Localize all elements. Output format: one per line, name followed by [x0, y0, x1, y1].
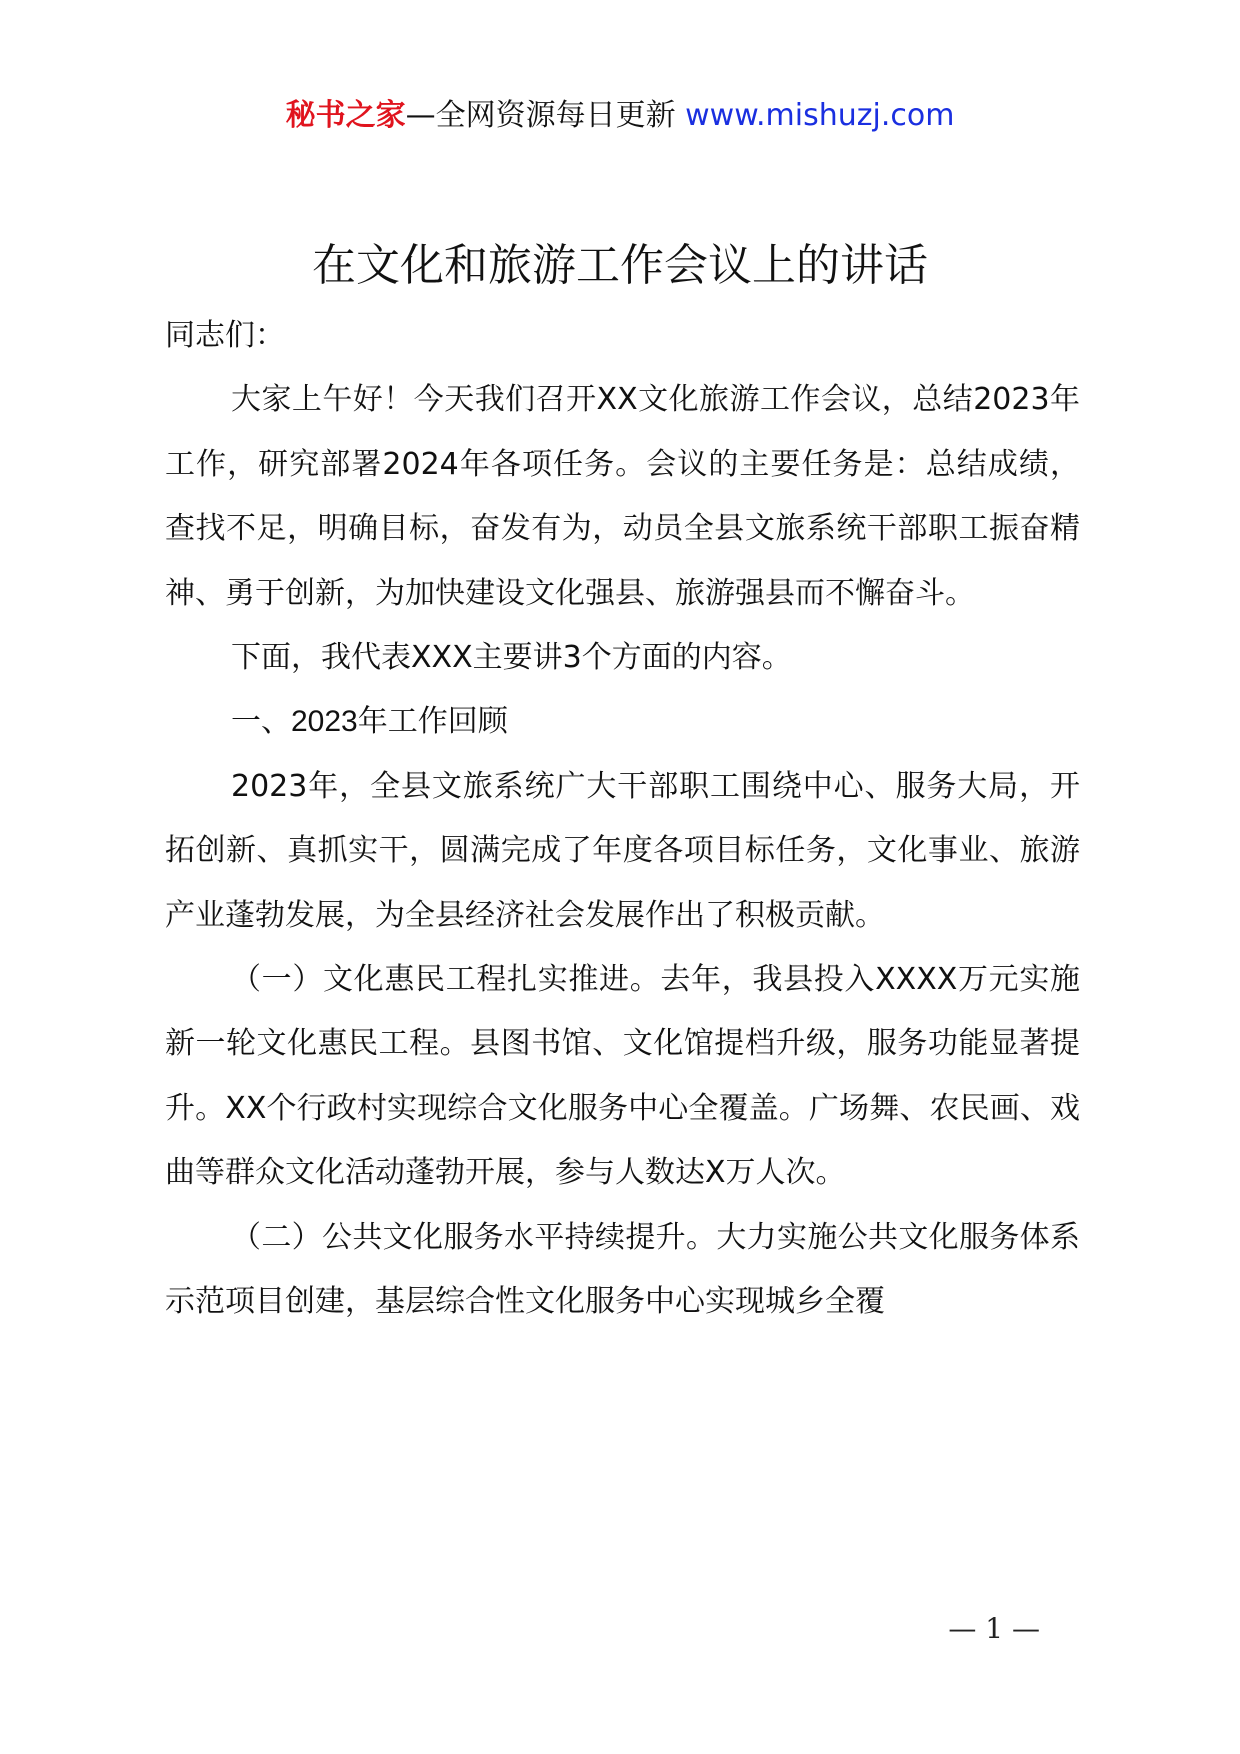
greeting: 同志们： [165, 318, 285, 353]
document-body [165, 304, 1080, 1335]
subsection-one-paragraph: （一）文化惠民工程扎实推进。去年，我县投入XXXX万元实施新一轮文化惠民工程。县图书馆、文化馆提档升级，服务功能显著提升。XX个行政村实现综合文化服务中心全覆盖。广场舞、农民画、戏曲等群众文化活动蓬勃开展，参与人数达X万人次。 [165, 962, 1080, 1191]
header-tagline: —全网资源每日更新 [405, 98, 676, 133]
section-heading-one: 一、2023年工作回顾 [231, 705, 508, 739]
site-watermark-header [0, 96, 1240, 136]
review-paragraph: 2023年，全县文旅系统广大干部职工围绕中心、服务大局，开拓创新、真抓实干，圆满完成了年度各项目标任务，文化事业、旅游产业蓬勃发展，为全县经济社会发展作出了积极贡献。 [165, 768, 1080, 933]
website-url: www.mishuzj.com [685, 98, 955, 133]
brand-name: 秘书之家 [285, 98, 406, 133]
opening-paragraph: 大家上午好！今天我们召开XX文化旅游工作会议，总结2023年工作，研究部署2024年各项任务。会议的主要任务是：总结成绩，查找不足，明确目标，奋发有为，动员全县文旅系统干部职工振奋精神、勇于创新，为加快建设文化强县、旅游强县而不懈奋斗。 [165, 382, 1080, 611]
outline-paragraph: 下面，我代表XXX主要讲3个方面的内容。 [231, 640, 792, 676]
document-title: 在文化和旅游工作会议上的讲话 [312, 240, 928, 291]
subsection-two-paragraph: （二）公共文化服务水平持续提升。大力实施公共文化服务体系示范项目创建，基层综合性文化服务中心实现城乡全覆 [165, 1219, 1080, 1320]
page-number: — 1 — [948, 1612, 1040, 1645]
